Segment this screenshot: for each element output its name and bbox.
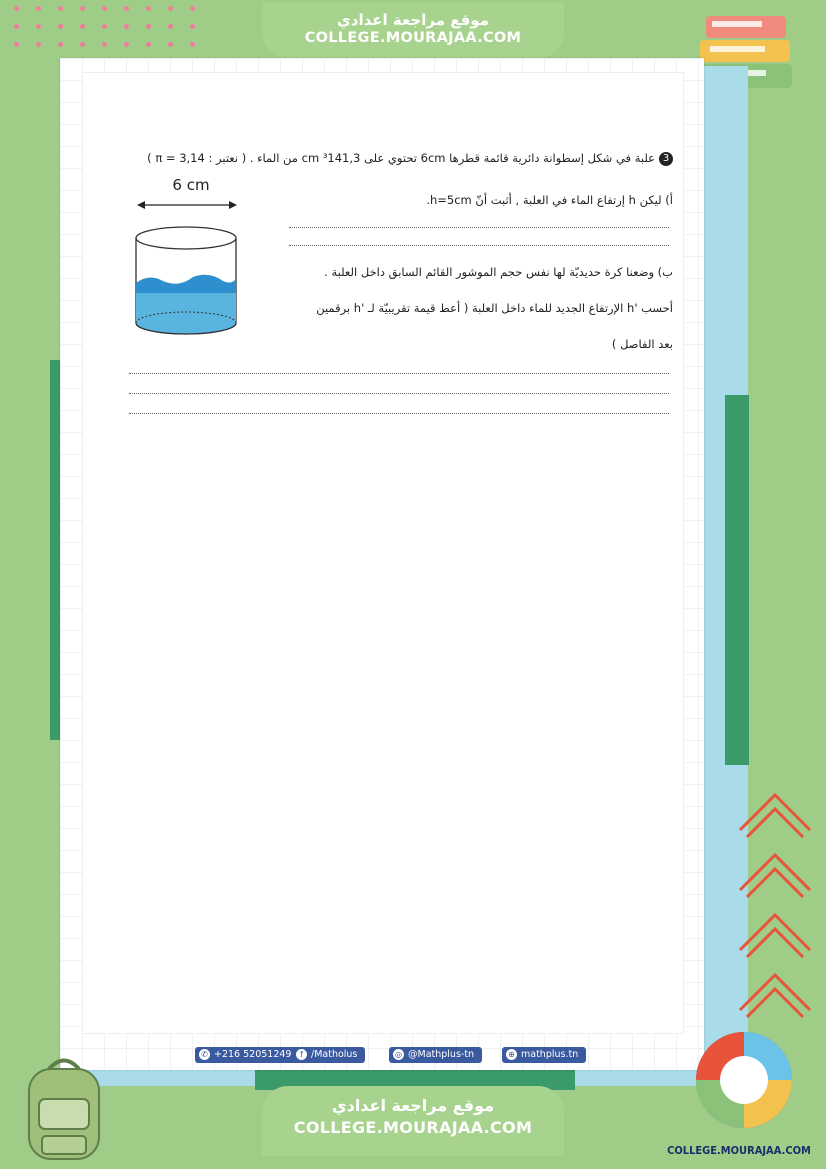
answer-line[interactable] <box>129 393 669 394</box>
exercise-number-badge: 3 <box>659 152 673 166</box>
cylinder-figure <box>131 173 251 343</box>
part-b-text-1: ب) وضعنا كرة حديديّة لها نفس حجم الموشور القائم السابق داخل العلبة . <box>324 265 673 279</box>
green-accent-right <box>725 395 749 765</box>
social-instagram[interactable]: ◎ @Mathplus-tn <box>389 1047 482 1063</box>
whatsapp-icon: ✆ <box>199 1049 210 1060</box>
site-name-ar: موقع مراجعة اعدادي <box>337 11 489 29</box>
header-banner <box>262 2 564 58</box>
social-facebook[interactable]: f /Matholus <box>292 1047 365 1063</box>
footer-logo-text: COLLEGE.MOURAJAA.COM <box>667 1144 811 1157</box>
facebook-icon: f <box>296 1049 307 1060</box>
worksheet-content <box>82 72 684 1034</box>
footer-site-name-ar: موقع مراجعة اعدادي <box>331 1096 495 1115</box>
answer-line[interactable] <box>129 413 669 414</box>
figure-diameter-label: 6 cm <box>172 176 210 194</box>
decorative-dots <box>14 6 204 56</box>
social-website[interactable]: ⊕ mathplus.tn <box>502 1047 586 1063</box>
answer-line[interactable] <box>289 245 669 246</box>
globe-icon: ⊕ <box>506 1049 517 1060</box>
worksheet-page <box>60 58 704 1070</box>
instagram-icon: ◎ <box>393 1049 404 1060</box>
part-b-text-3: بعد الفاصل ) <box>611 337 673 351</box>
site-logo <box>694 1028 794 1133</box>
answer-line[interactable] <box>129 373 669 374</box>
backpack-illustration <box>14 1054 114 1164</box>
part-b-text-2: أحسب 'h الإرتفاع الجديد للماء داخل العلبة ( أعط قيمة تقريبيّة لـ 'h برقمين <box>316 301 673 315</box>
chevron-decoration <box>735 790 815 1030</box>
footer-banner <box>262 1086 564 1156</box>
site-url[interactable]: COLLEGE.MOURAJAA.COM <box>304 30 522 46</box>
footer-site-url[interactable]: COLLEGE.MOURAJAA.COM <box>293 1118 533 1137</box>
answer-line[interactable] <box>289 227 669 228</box>
exercise-statement: 3علبة في شكل إسطوانة دائرية قائمة قطرها 6cm تحتوي على ³141,3 cm من الماء . ( نعتبر : π = 3,14 ) <box>147 151 673 166</box>
social-phone[interactable]: ✆ +216 52051249 <box>195 1047 299 1063</box>
part-a-text: أ) ليكن h إرتفاع الماء في العلبة , أثبت أنّ h=5cm. <box>426 193 673 207</box>
